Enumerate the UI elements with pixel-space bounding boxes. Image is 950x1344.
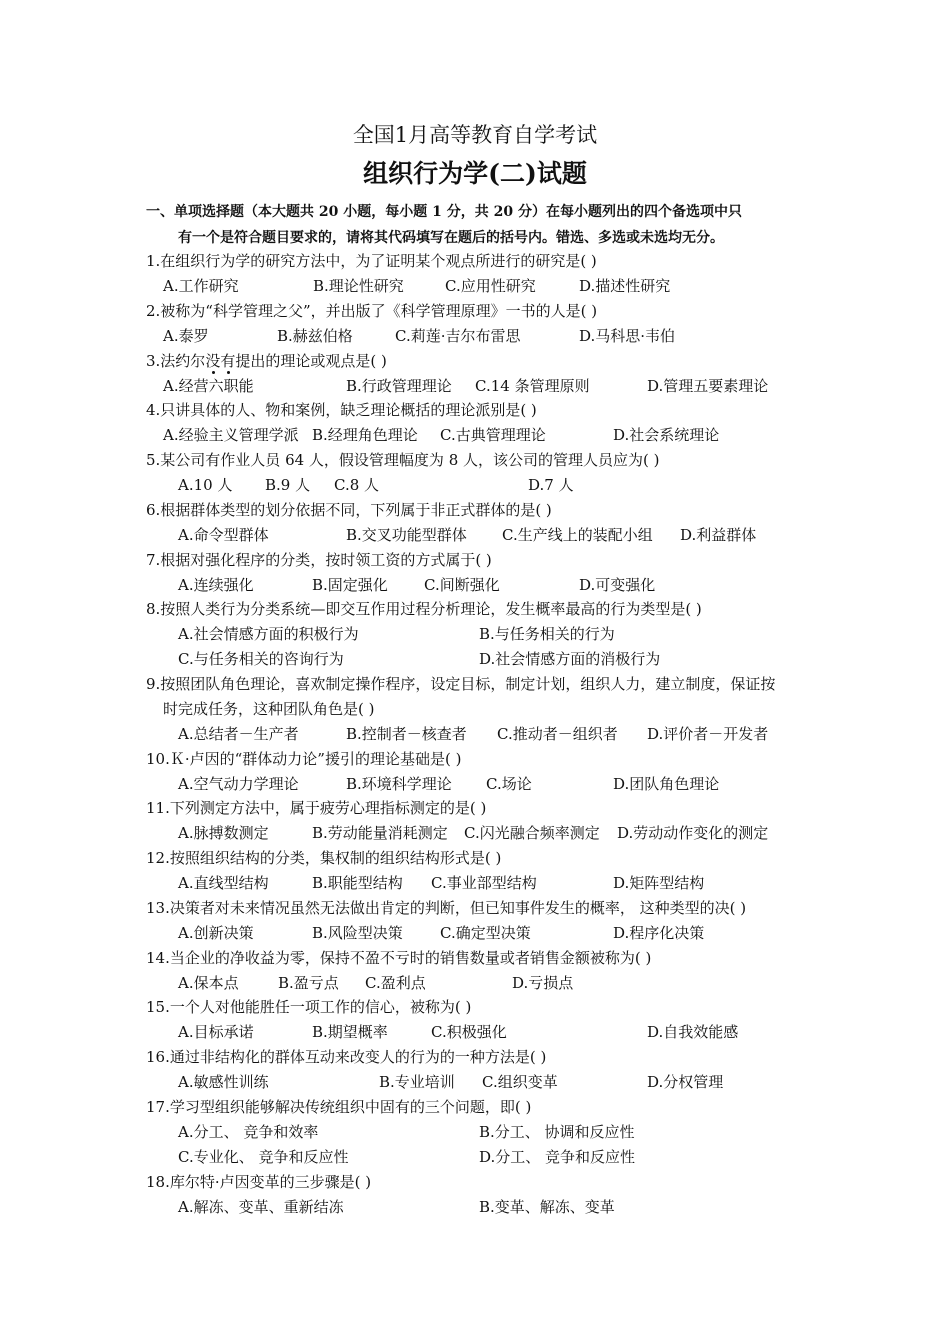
question-stem: 18.库尔特·卢因变革的三步骤是( ): [146, 1173, 372, 1191]
option-a: A.脉搏数测定: [178, 824, 269, 842]
question-stem: 15.一个人对他能胜任一项工作的信心，被称为( ): [146, 998, 472, 1016]
option-d: D.程序化决策: [613, 924, 705, 942]
option-b: B.分工、 协调和反应性: [479, 1123, 635, 1141]
option-a: A.经验主义管理学派: [163, 426, 299, 444]
option-a: A.分工、 竞争和效率: [178, 1123, 319, 1141]
option-b: B.交叉功能型群体: [346, 526, 467, 544]
question-stem: 6.根据群体类型的划分依据不同，下列属于非正式群体的是( ): [146, 501, 552, 519]
option-d: D.描述性研究: [579, 277, 671, 295]
option-a: A.10 人: [178, 476, 233, 494]
section-heading-line2: 有一个是符合题目要求的，请将其代码填写在题后的括号内。错选、多选或未选均无分。: [178, 230, 724, 246]
option-b: B.9 人: [265, 476, 311, 494]
option-d: D.亏损点: [512, 974, 574, 992]
option-b: B.经理角色理论: [312, 426, 418, 444]
question-stem: 8.按照人类行为分类系统—即交互作用过程分析理论，发生概率最高的行为类型是( ): [146, 600, 702, 618]
option-b: B.变革、解冻、变革: [479, 1198, 615, 1216]
option-a: A.连续强化: [178, 576, 254, 594]
option-a: A.工作研究: [163, 277, 239, 295]
option-b: B.与任务相关的行为: [479, 625, 615, 643]
option-a: A.社会情感方面的积极行为: [178, 625, 359, 643]
option-c: C.莉莲·吉尔布雷思: [395, 327, 521, 345]
option-c: C.组织变革: [482, 1073, 558, 1091]
question-stem: 11.下列测定方法中，属于疲劳心理指标测定的是( ): [146, 799, 487, 817]
option-a: A.创新决策: [178, 924, 254, 942]
option-c: C.生产线上的装配小组: [502, 526, 653, 544]
option-b: B.期望概率: [312, 1023, 388, 1041]
option-c: C.积极强化: [431, 1023, 507, 1041]
option-a: A.直线型结构: [178, 874, 269, 892]
option-d: D.劳动动作变化的测定: [617, 824, 769, 842]
option-c: C.8 人: [334, 476, 380, 494]
option-b: B.环境科学理论: [346, 775, 452, 793]
option-a: A.空气动力学理论: [178, 775, 299, 793]
question-stem: 16.通过非结构化的群体互动来改变人的行为的一种方法是( ): [146, 1048, 547, 1066]
option-d: D.社会情感方面的消极行为: [479, 650, 661, 668]
option-c: C.间断强化: [424, 576, 500, 594]
emphasis-char: 没: [205, 352, 221, 370]
option-d: D.社会系统理论: [613, 426, 720, 444]
option-d: D.管理五要素理论: [647, 377, 769, 395]
stem-suffix: 提出的理论或观点是( ): [235, 352, 387, 370]
question-stem: 12.按照组织结构的分类，集权制的组织结构形式是( ): [146, 849, 502, 867]
option-a: A.总结者－生产者: [178, 725, 299, 743]
question-stem: 14.当企业的净收益为零，保持不盈不亏时的销售数量或者销售金额被称为( ): [146, 949, 652, 967]
stem-prefix: 3.法约尔: [146, 352, 206, 370]
option-a: A.目标承诺: [178, 1023, 254, 1041]
option-b: B.职能型结构: [312, 874, 403, 892]
option-c: C.确定型决策: [440, 924, 531, 942]
question-stem: 7.根据对强化程序的分类，按时领工资的方式属于( ): [146, 551, 492, 569]
option-c: C.盈利点: [365, 974, 426, 992]
option-a: A.解冻、变革、重新结冻: [178, 1198, 344, 1216]
option-b: B.行政管理理论: [346, 377, 452, 395]
question-stem: 10.Ｋ·卢因的“群体动力论”援引的理论基础是( ): [146, 750, 462, 768]
option-d: D.利益群体: [680, 526, 757, 544]
option-b: B.盈亏点: [278, 974, 339, 992]
option-b: B.劳动能量消耗测定: [312, 824, 448, 842]
option-d: D.分工、 竞争和反应性: [479, 1148, 636, 1166]
question-stem: 1.在组织行为学的研究方法中，为了证明某个观点所进行的研究是( ): [146, 252, 597, 270]
option-c: C.古典管理理论: [440, 426, 546, 444]
option-d: D.可变强化: [579, 576, 656, 594]
option-b: B.专业培训: [379, 1073, 455, 1091]
option-c: C.14 条管理原则: [475, 377, 590, 395]
exam-title: 全国1月高等教育自学考试: [352, 123, 598, 147]
option-c: C.专业化、 竞争和反应性: [178, 1148, 349, 1166]
option-d: D.7 人: [528, 476, 574, 494]
option-a: A.经营六职能: [163, 377, 254, 395]
option-c: C.推动者－组织者: [497, 725, 618, 743]
emphasis-char: 有: [220, 352, 236, 370]
option-c: C.应用性研究: [445, 277, 536, 295]
option-c: C.闪光融合频率测定: [464, 824, 600, 842]
option-c: C.场论: [486, 775, 532, 793]
option-d: D.矩阵型结构: [613, 874, 705, 892]
option-b: B.风险型决策: [312, 924, 403, 942]
question-stem: 2.被称为“科学管理之父”，并出版了《科学管理原理》一书的人是( ): [146, 302, 598, 320]
option-b: B.理论性研究: [313, 277, 404, 295]
option-b: B.固定强化: [312, 576, 388, 594]
question-stem: 5.某公司有作业人员 64 人，假设管理幅度为 8 人，该公司的管理人员应为( ): [146, 451, 660, 469]
option-d: D.分权管理: [647, 1073, 724, 1091]
option-d: D.评价者－开发者: [647, 725, 769, 743]
subject-title: 组织行为学(二)试题: [363, 159, 587, 188]
question-stem: [146, 350, 387, 372]
option-a: A.泰罗: [163, 327, 209, 345]
option-b: B.控制者－核查者: [346, 725, 467, 743]
question-stem: 4.只讲具体的人、物和案例，缺乏理论概括的理论派别是( ): [146, 401, 537, 419]
question-stem: 13.决策者对未来情况虽然无法做出肯定的判断，但已知事件发生的概率， 这种类型的决( ): [146, 899, 747, 917]
question-stem: 17.学习型组织能够解决传统组织中固有的三个问题，即( ): [146, 1098, 532, 1116]
option-a: A.敏感性训练: [178, 1073, 269, 1091]
option-b: B.赫兹伯格: [277, 327, 353, 345]
option-c: C.事业部型结构: [431, 874, 537, 892]
question-stem-continued: 时完成任务，这种团队角色是( ): [163, 700, 375, 718]
option-a: A.命令型群体: [178, 526, 269, 544]
question-stem: 9.按照团队角色理论，喜欢制定操作程序，设定目标，制定计划，组织人力，建立制度，保证按: [146, 675, 776, 693]
option-d: D.自我效能感: [647, 1023, 739, 1041]
option-d: D.团队角色理论: [613, 775, 720, 793]
option-d: D.马科思·韦伯: [579, 327, 676, 345]
option-c: C.与任务相关的咨询行为: [178, 650, 344, 668]
section-heading-line1: 一、单项选择题（本大题共 20 小题，每小题 1 分，共 20 分）在每小题列出的四个备选项中只: [146, 204, 742, 220]
option-a: A.保本点: [178, 974, 239, 992]
